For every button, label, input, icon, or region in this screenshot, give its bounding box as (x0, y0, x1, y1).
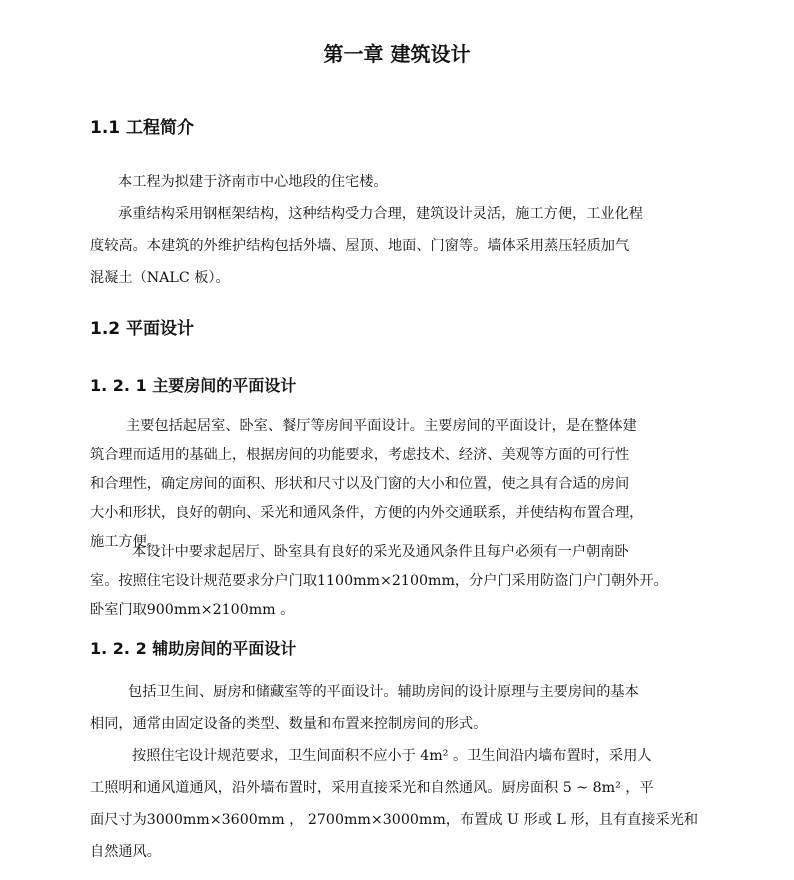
section-heading-1-1: 1.1 工程简介 (90, 118, 195, 138)
text-line: 按照住宅设计规范要求，卫生间面积不应小于 4m² 。卫生间沿内墙布置时，采用人 (132, 748, 652, 764)
chapter-title: 第一章 建筑设计 (323, 42, 471, 66)
text-line: 本设计中要求起居厅、卧室具有良好的采光及通风条件且每户必须有一户朝南卧 (132, 544, 629, 560)
text-line: 工照明和通风道通风，沿外墙布置时，采用直接采光和自然通风。厨房面积 5 ~ 8m² ，平 (90, 780, 654, 796)
paragraph-room-requirements (90, 538, 702, 625)
paragraph-structure (90, 198, 702, 294)
paragraph-main-rooms (90, 412, 702, 557)
text-line: 本工程为拟建于济南市中心地段的住宅楼。 (118, 174, 388, 190)
text-line: 施工方便。 (90, 534, 161, 550)
text-line: 筑合理而适用的基础上，根据房间的功能要求，考虑技术、经济、美观等方面的可行性 (90, 447, 630, 463)
text-line: 卧室门取900mm×2100mm 。 (90, 602, 295, 618)
text-line: 和合理性，确定房间的面积、形状和尺寸以及门窗的大小和位置，使之具有合适的房间 (90, 476, 630, 492)
text-line: 自然通风。 (90, 844, 161, 860)
paragraph-bathroom-kitchen (90, 740, 702, 868)
paragraph-auxiliary-rooms (90, 676, 702, 740)
text-line: 室。按照住宅设计规范要求分户门取1100mm×2100mm，分户门采用防盗门户门朝外开。 (90, 573, 668, 589)
text-line: 承重结构采用钢框架结构，这种结构受力合理，建筑设计灵活，施工方便，工业化程 (118, 206, 643, 222)
text-line: 包括卫生间、厨房和储藏室等的平面设计。辅助房间的设计原理与主要房间的基本 (128, 684, 639, 700)
text-line: 度较高。本建筑的外维护结构包括外墙、屋顶、地面、门窗等。墙体采用蒸压轻质加气 (90, 238, 630, 254)
text-line: 大小和形状，良好的朝向、采光和通风条件，方便的内外交通联系，并使结构布置合理， (90, 505, 644, 521)
section-heading-1-2: 1.2 平面设计 (90, 319, 195, 339)
text-line: 主要包括起居室、卧室、餐厅等房间平面设计。主要房间的平面设计，是在整体建 (126, 418, 637, 434)
subsection-heading-1-2-1: 1. 2. 1 主要房间的平面设计 (90, 376, 297, 395)
paragraph-project-intro (90, 166, 702, 198)
text-line: 混凝土（NALC 板）。 (90, 270, 230, 286)
text-line: 面尺寸为3000mm×3600mm ， 2700mm×3000mm，布置成 U 形或 L 形，且有直接采光和 (90, 812, 699, 828)
text-line: 相同，通常由固定设备的类型、数量和布置来控制房间的形式。 (90, 716, 488, 732)
subsection-heading-1-2-2: 1. 2. 2 辅助房间的平面设计 (90, 639, 297, 658)
